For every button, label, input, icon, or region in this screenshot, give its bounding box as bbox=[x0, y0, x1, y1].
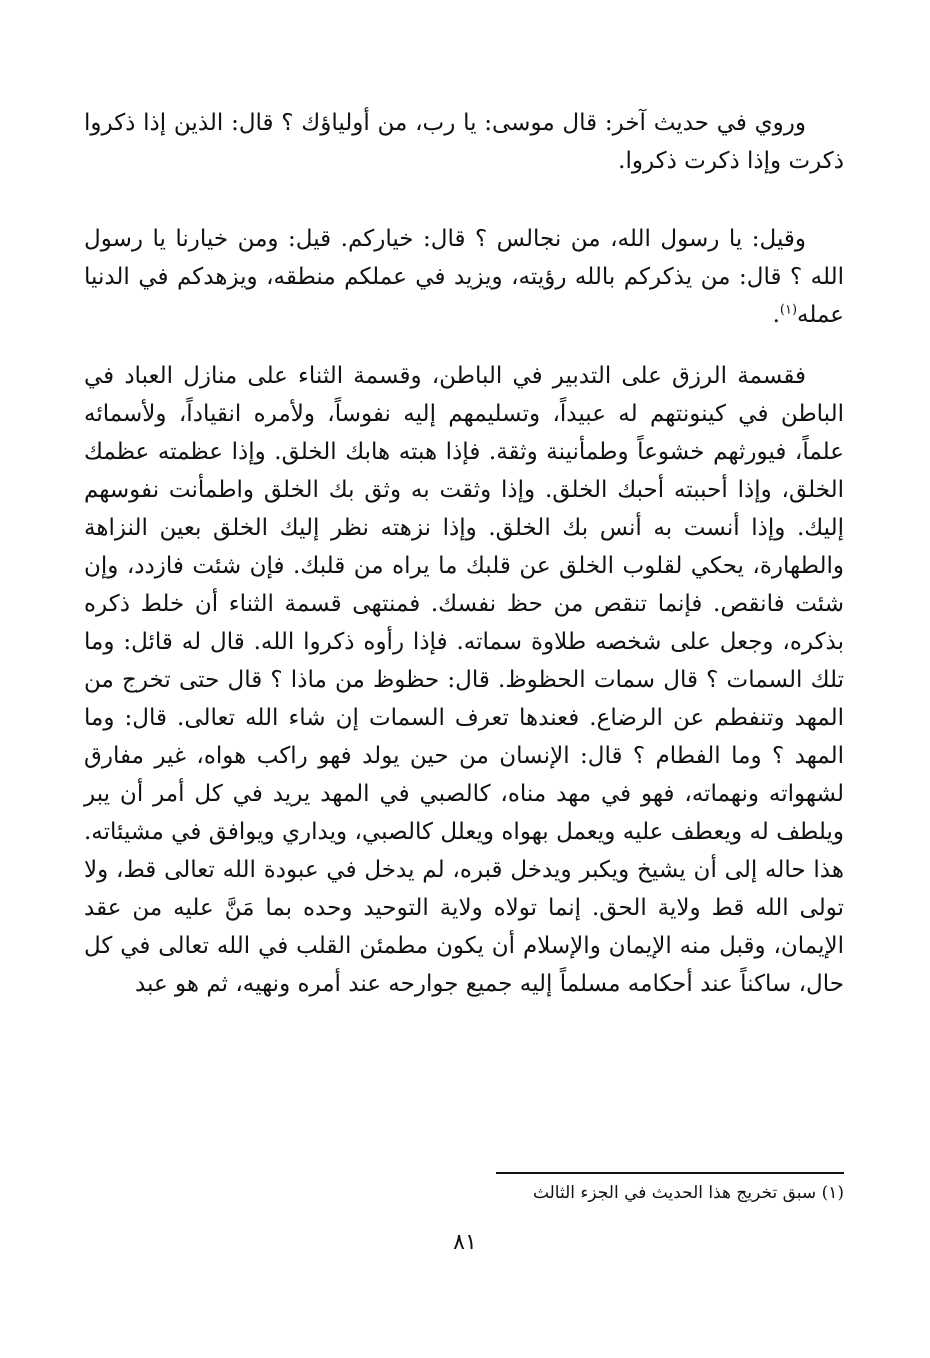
paragraph-text-with-footnote bbox=[84, 220, 844, 334]
footnote-reference: (١) bbox=[779, 302, 798, 318]
paragraph-sustenance-and-praise bbox=[84, 357, 844, 1003]
paragraph-moses-hadith bbox=[84, 104, 844, 180]
paragraph-text: فقسمة الرزق على التدبير في الباطن، وقسمة الثناء على منازل العباد في الباطن في كينونتهم له عبيداً، وتسليمهم إليه نفوساً، ولأمره انقياداً، ولأسمائه علماً، فيورثهم خشوعاً وطمأنينة وثقة. فإذا هبته هابك الخلق. وإذا عظمته عظمك الخلق، وإذا أحببته أحبك الخلق. وإذا وثقت به وثق بك الخلق واطمأنت نفوسهم إليك. وإذا أنست به أنس بك الخلق. وإذا نزهته نظر إليك الخلق بعين النزاهة والطهارة، يحكي لقلوب الخلق عن قلبك ما يراه من قلبك. فإن شئت فازدد، وإن شئت فانقص. فإنما تنقص من حظ نفسك. فمنتهى قسمة الثناء أن خلط ذكره بذكره، وجعل على شخصه طلاوة سماته. فإذا رأوه ذكروا الله. قال له قائل: وما تلك السمات ؟ قال سمات الحظوظ. قال: حظوظ من ماذا ؟ قال حتى تخرج من المهد وتنفطم عن الرضاع. فعندها تعرف السمات إن شاء الله تعالى. قال: وما المهد ؟ وما الفطام ؟ قال: الإنسان من حين يولد فهو راكب هواه، غير مفارق لشهواته ونهماته، فهو في مهد مناه، كالصبي في المهد يريد في كل أمر أن يبر ويلطف له ويعطف عليه ويعمل بهواه ويعلل كالصبي، ويداري ويوافق في مشيئاته. هذا حاله إلى أن يشيخ ويكبر ويدخل قبره، لم يدخل في عبودة الله تعالى قط، ولا تولى الله قط ولاية الحق. إنما تولاه ولاية التوحيد وحده بما مَنَّ عليه من عقد الإيمان، وقبل منه الإيمان والإسلام أن يكون مطمئن القلب في الله تعالى في كل حال، ساكناً عند أحكامه مسلماً إليه جميع جوارحه عند أمره ونهيه، ثم هو عبد bbox=[84, 363, 844, 997]
paragraph-text: وروي في حديث آخر: قال موسى: يا رب، من أولياؤك ؟ قال: الذين إذا ذكروا ذكرت وإذا ذكرت ذكروا. bbox=[84, 110, 844, 174]
paragraph-tail: . bbox=[772, 302, 780, 328]
page-number: ٨١ bbox=[453, 1230, 477, 1255]
paragraph-text: وقيل: يا رسول الله، من نجالس ؟ قال: خياركم. قيل: ومن خيارنا يا رسول الله ؟ قال: من يذكركم بالله رؤيته، ويزيد في عملكم منطقه، ويزهدكم في الدنيا عمله bbox=[84, 226, 844, 328]
footnote-text: (١) سبق تخريج هذا الحديث في الجزء الثالث bbox=[532, 1183, 844, 1203]
paragraph-companions-hadith bbox=[84, 220, 844, 334]
footnote-divider bbox=[496, 1172, 844, 1174]
